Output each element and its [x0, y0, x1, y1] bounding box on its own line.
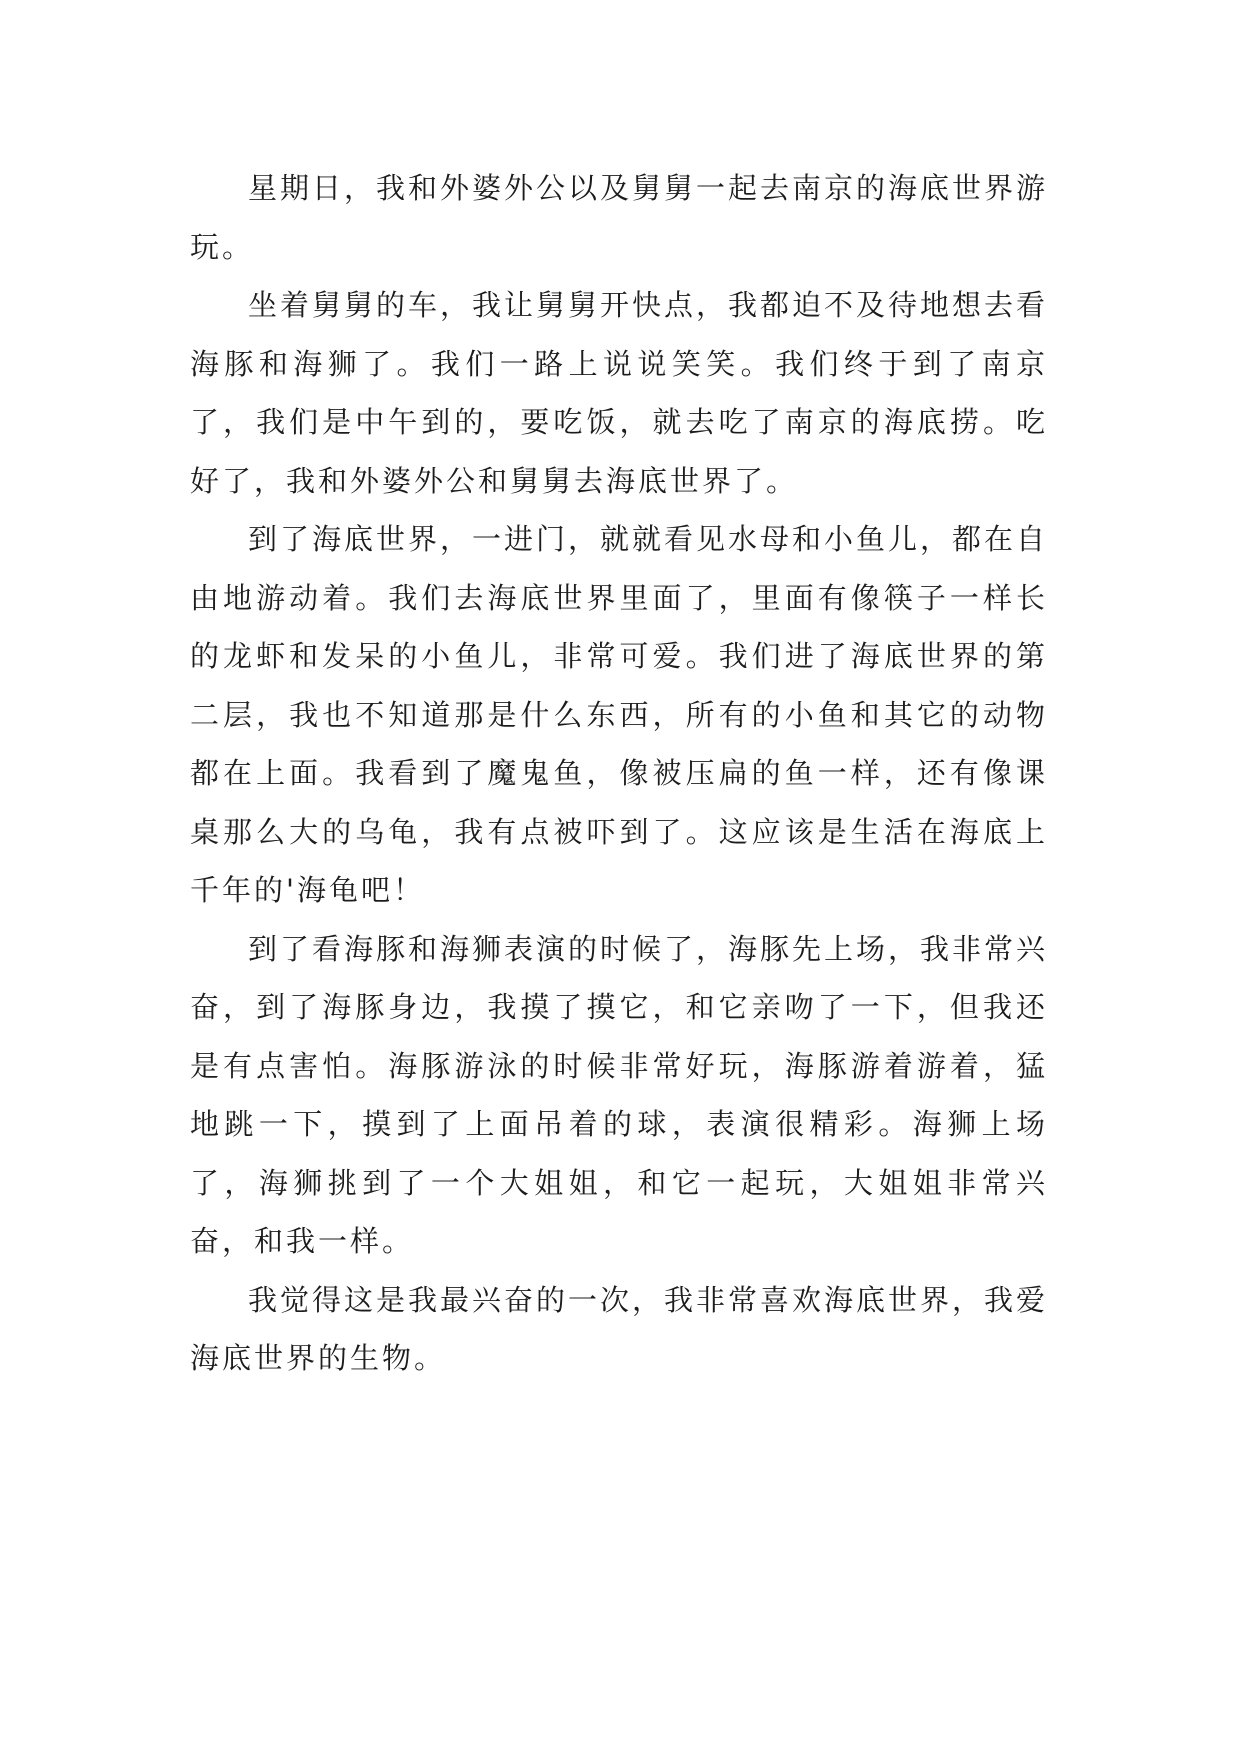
- paragraph-3: 到了海底世界，一进门，就就看见水母和小鱼儿，都在自由地游动着。我们去海底世界里面了，里面有像筷子一样长的龙虾和发呆的小鱼儿，非常可爱。我们进了海底世界的第二层，我也不知道那是什么东西，所有的小鱼和其它的动物都在上面。我看到了魔鬼鱼，像被压扁的鱼一样，还有像课桌那么大的乌龟，我有点被吓到了。这应该是生活在海底上千年的'海龟吧！: [190, 522, 1049, 907]
- paragraph-4: 到了看海豚和海狮表演的时候了，海豚先上场，我非常兴奋，到了海豚身边，我摸了摸它，和它亲吻了一下，但我还是有点害怕。海豚游泳的时候非常好玩，海豚游着游着，猛地跳一下，摸到了上面吊着的球，表演很精彩。海狮上场了，海狮挑到了一个大姐姐，和它一起玩，大姐姐非常兴奋，和我一样。: [190, 931, 1049, 1258]
- paragraph-1: 星期日，我和外婆外公以及舅舅一起去南京的海底世界游玩。: [190, 171, 1049, 264]
- paragraph-2: 坐着舅舅的车，我让舅舅开快点，我都迫不及待地想去看海豚和海狮了。我们一路上说说笑笑。我们终于到了南京了，我们是中午到的，要吃饭，就去吃了南京的海底捞。吃好了，我和外婆外公和舅舅去海底世界了。: [190, 288, 1049, 498]
- essay-body: [190, 159, 1048, 1388]
- paragraph-5: 我觉得这是我最兴奋的一次，我非常喜欢海底世界，我爱海底世界的生物。: [190, 1282, 1049, 1375]
